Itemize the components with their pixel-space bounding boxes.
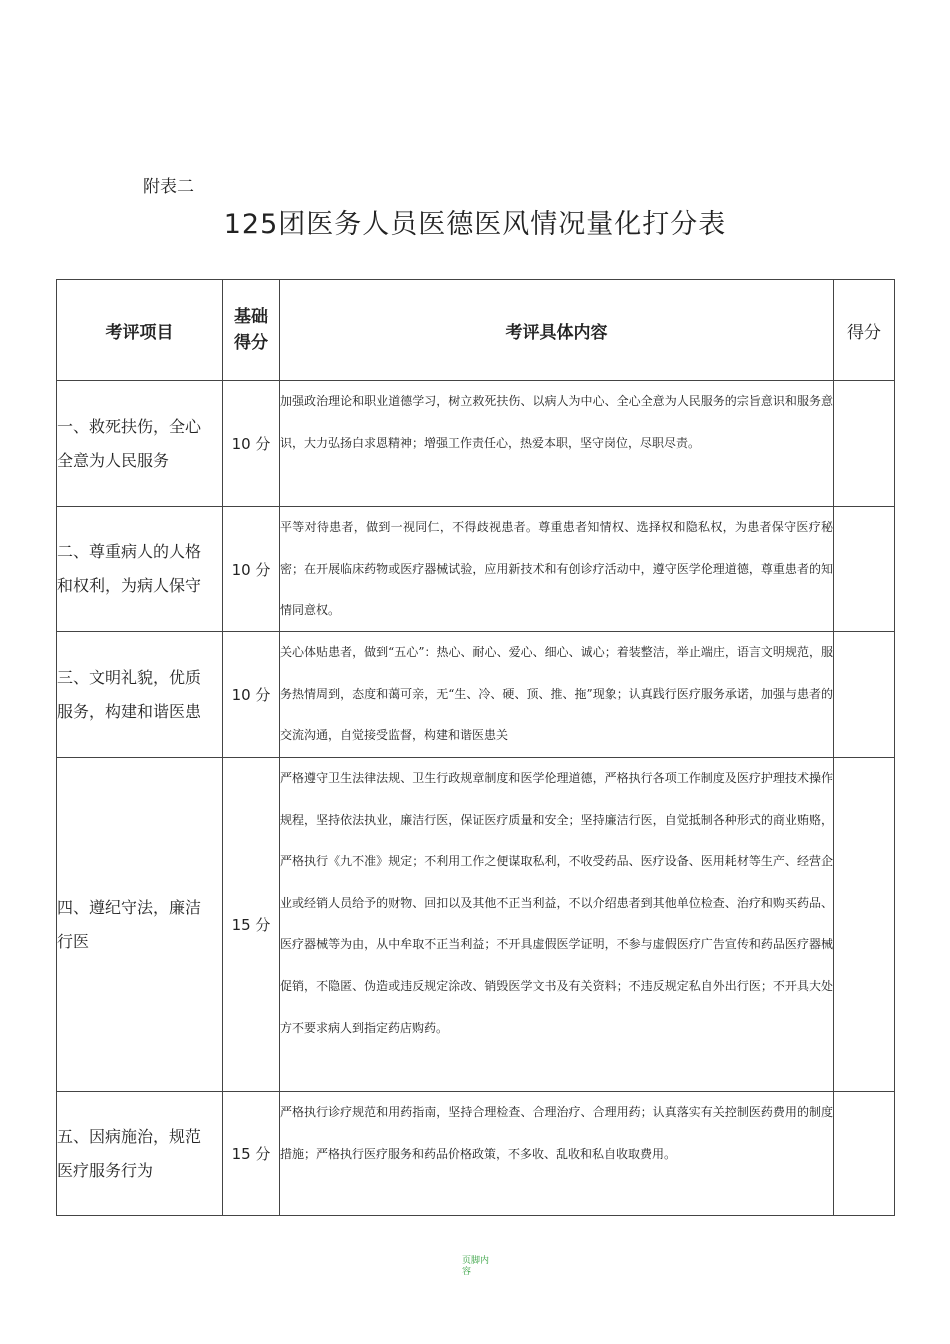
scoring-table bbox=[56, 279, 895, 1216]
item-line2: 行医 bbox=[57, 931, 90, 951]
item-line1: 四、遵纪守法，廉洁 bbox=[57, 897, 202, 917]
base-score-cell: 15 分 bbox=[223, 758, 280, 1092]
base-score-cell: 10 分 bbox=[223, 632, 280, 758]
item-line1: 一、救死扶伤，全心 bbox=[57, 416, 202, 436]
header-base-line2: 得分 bbox=[234, 333, 268, 353]
table-row bbox=[57, 1092, 895, 1216]
page-title: 125团医务人员医德医风情况量化打分表 bbox=[223, 209, 727, 240]
item-line1: 二、尊重病人的人格 bbox=[57, 542, 202, 561]
content-text: 严格遵守卫生法律法规、卫生行政规章制度和医学伦理道德，严格执行各项工作制度及医疗护理技术操作规程，坚持依法执业，廉洁行医，保证医疗质量和安全；坚持廉洁行医，自觉抵制各种形式的商业贿赂，严格执行《九不准》规定；不利用工作之便谋取私利，不收受药品、医疗设备、医用耗材等生产、经营企业或经销人员给予的财物、回扣以及其他不正当利益，不以介绍患者到其他单位检查、治疗和购买药品、医疗器械等为由，从中牟取不正当利益；不开具虚假医学证明，不参与虚假医疗广告宣传和药品医疗器械促销，不隐匿、伪造或违反规定涂改、销毁医学文书及有关资料；不违反规定私自外出行医；不开具大处方不要求病人到指定药店购药。 bbox=[280, 771, 833, 1035]
content-cell bbox=[280, 758, 834, 1092]
base-score-cell: 15 分 bbox=[223, 1092, 280, 1216]
table-row bbox=[57, 758, 895, 1092]
table-row bbox=[57, 507, 895, 632]
header-score: 得分 bbox=[834, 280, 895, 381]
score-input-cell[interactable] bbox=[834, 507, 895, 632]
base-score-cell: 10 分 bbox=[223, 507, 280, 632]
content-text: 关心体贴患者，做到“五心”：热心、耐心、爱心、细心、诚心；着装整洁，举止端庄，语言文明规范，服务热情周到，态度和蔼可亲，无“生、冷、硬、顶、推、拖”现象；认真践行医疗服务承诺，加强与患者的交流沟通，自觉接受监督，构建和谐医患关 bbox=[280, 645, 833, 743]
item-cell bbox=[57, 507, 223, 632]
item-line2: 全意为人民服务 bbox=[57, 450, 170, 470]
item-line1: 三、文明礼貌，优质 bbox=[57, 667, 202, 687]
score-input-cell[interactable] bbox=[834, 1092, 895, 1216]
table-row bbox=[57, 381, 895, 507]
header-base-line1: 基础 bbox=[234, 307, 268, 327]
header-item: 考评项目 bbox=[57, 280, 223, 381]
content-cell bbox=[280, 507, 834, 632]
footer-text: 页脚内容 bbox=[462, 1256, 490, 1277]
content-cell bbox=[280, 381, 834, 507]
header-row bbox=[57, 280, 895, 381]
item-cell bbox=[57, 632, 223, 758]
score-input-cell[interactable] bbox=[834, 758, 895, 1092]
item-line2: 医疗服务行为 bbox=[57, 1160, 154, 1180]
item-cell bbox=[57, 1092, 223, 1216]
item-line2: 服务，构建和谐医患 bbox=[57, 701, 202, 721]
content-cell bbox=[280, 632, 834, 758]
score-input-cell[interactable] bbox=[834, 381, 895, 507]
content-text: 严格执行诊疗规范和用药指南，坚持合理检查、合理治疗、合理用药；认真落实有关控制医药费用的制度措施；严格执行医疗服务和药品价格政策，不多收、乱收和私自收取费用。 bbox=[280, 1105, 833, 1161]
item-cell bbox=[57, 758, 223, 1092]
header-base-score bbox=[223, 280, 280, 381]
content-text: 平等对待患者，做到一视同仁，不得歧视患者。尊重患者知情权、选择权和隐私权，为患者保守医疗秘密；在开展临床药物或医疗器械试验，应用新技术和有创诊疗活动中，遵守医学伦理道德，尊重患者的知情同意权。 bbox=[280, 520, 833, 618]
item-line1: 五、因病施治，规范 bbox=[57, 1126, 202, 1146]
content-cell bbox=[280, 1092, 834, 1216]
table-row bbox=[57, 632, 895, 758]
page-label: 附表二 bbox=[143, 177, 194, 197]
header-content: 考评具体内容 bbox=[280, 280, 834, 381]
score-input-cell[interactable] bbox=[834, 632, 895, 758]
item-cell bbox=[57, 381, 223, 507]
base-score-cell: 10 分 bbox=[223, 381, 280, 507]
content-text: 加强政治理论和职业道德学习，树立救死扶伤、以病人为中心、全心全意为人民服务的宗旨意识和服务意识，大力弘扬白求恩精神；增强工作责任心，热爱本职，坚守岗位，尽职尽责。 bbox=[280, 394, 833, 450]
item-line2: 和权利，为病人保守 bbox=[57, 576, 202, 595]
